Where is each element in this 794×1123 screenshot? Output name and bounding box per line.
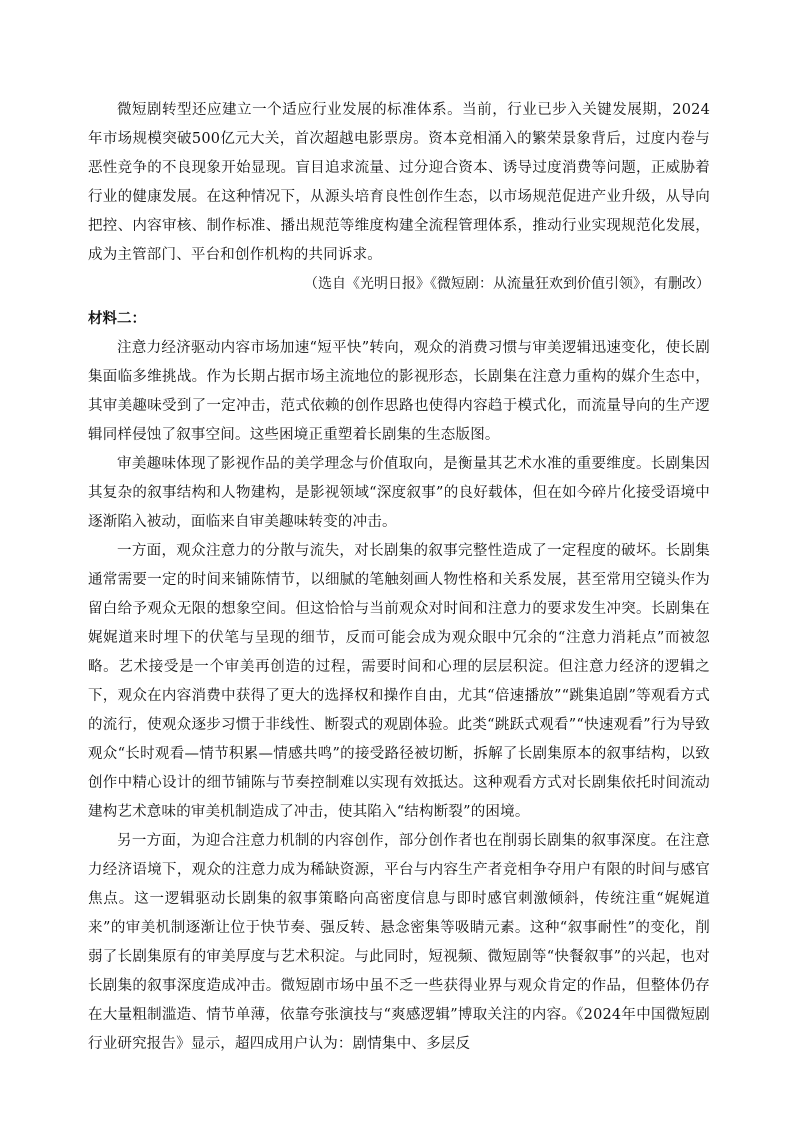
body-paragraph-material2-4: 另一方面，为迎合注意力机制的内容创作，部分创作者也在削弱长剧集的叙事深度。在注意力经济语境下，观众的注意力成为稀缺资源，平台与内容生产者竞相争夺用户有限的时间与感官焦点。这一逻辑驱动长剧集的叙事策略向高密度信息与即时感官刺激倾斜，传统注重“娓娓道来”的审美机制逐渐让位于快节奏、强反转、悬念密集等吸睛元素。这种“叙事耐性”的变化，削弱了长剧集原有的审美厚度与艺术积淀。与此同时，短视频、微短剧等“快餐叙事”的兴起，也对长剧集的叙事深度造成冲击。微短剧市场中虽不乏一些获得业界与观众肯定的作品，但整体仍存在大量粗制滥造、情节单薄，依靠夸张演技与“爽感逻辑”博取关注的内容。《2024年中国微短剧行业研究报告》显示，超四成用户认为：剧情集中、多层反 bbox=[88, 833, 710, 1052]
document-page bbox=[88, 96, 710, 1059]
source-citation: （选自《光明日报》《微短剧：从流量狂欢到价值引领》，有删改） bbox=[304, 276, 710, 292]
material2-heading: 材料二： bbox=[88, 311, 146, 327]
body-paragraph-material2-1: 注意力经济驱动内容市场加速“短平快”转向，观众的消费习惯与审美逻辑迅速变化，使长剧集面临多维挑战。作为长期占据市场主流地位的影视形态，长剧集在注意力重构的媒介生态中，其审美趣味受到了一定冲击，范式依赖的创作思路也使得内容趋于模式化，而流量导向的生产逻辑同样侵蚀了叙事空间。这些困境正重塑着长剧集的生态版图。 bbox=[88, 340, 710, 443]
body-paragraph-material2-3: 一方面，观众注意力的分散与流失，对长剧集的叙事完整性造成了一定程度的破坏。长剧集通常需要一定的时间来铺陈情节，以细腻的笔触刻画人物性格和关系发展，甚至常用空镜头作为留白给予观众无限的想象空间。但这恰恰与当前观众对时间和注意力的要求发生冲突。长剧集在娓娓道来时埋下的伏笔与呈现的细节，反而可能会成为观众眼中冗余的“注意力消耗点”而被忽略。艺术接受是一个审美再创造的过程，需要时间和心理的层层积淀。但注意力经济的逻辑之下，观众在内容消费中获得了更大的选择权和操作自由，尤其“倍速播放”“跳集追剧”等观看方式的流行，使观众逐步习惯于非线性、断裂式的观剧体验。此类“跳跃式观看”“快速观看”行为导致观众“长时观看—情节积累—情感共鸣”的接受路径被切断，拆解了长剧集原本的叙事结构，以致创作中精心设计的细节铺陈与节奏控制难以实现有效抵达。这种观看方式对长剧集依托时间流动建构艺术意味的审美机制造成了冲击，使其陷入“结构断裂”的困境。 bbox=[88, 543, 710, 820]
body-paragraph-material2-2: 审美趣味体现了影视作品的美学理念与价值取向，是衡量其艺术水准的重要维度。长剧集因其复杂的叙事结构和人物建构，是影视领域“深度叙事”的良好载体，但在如今碎片化接受语境中逐渐陷入被动，面临来自审美趣味转变的冲击。 bbox=[88, 456, 710, 530]
body-paragraph-material1-1: 微短剧转型还应建立一个适应行业发展的标准体系。当前，行业已步入关键发展期，2024年市场规模突破500亿元大关，首次超越电影票房。资本竞相涌入的繁荣景象背后，过度内卷与恶性竞争的不良现象开始显现。盲目追求流量、过分迎合资本、诱导过度消费等问题，正威胁着行业的健康发展。在这种情况下，从源头培育良性创作生态，以市场规范促进产业升级，从导向把控、内容审核、制作标准、播出规范等维度构建全流程管理体系，推动行业实现规范化发展，成为主管部门、平台和创作机构的共同诉求。 bbox=[88, 102, 710, 263]
